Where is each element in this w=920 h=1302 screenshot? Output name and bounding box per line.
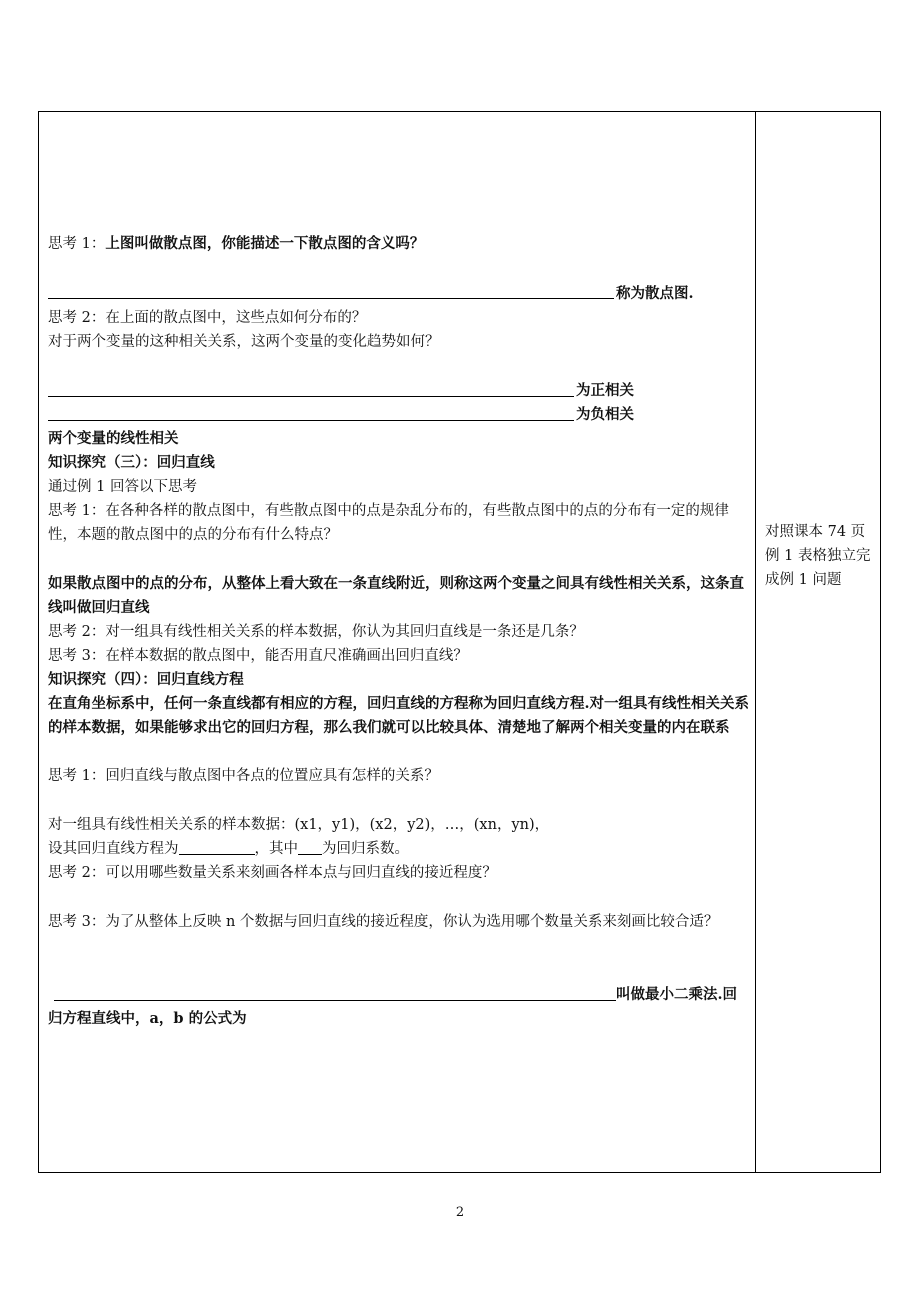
equation-blank: [179, 837, 255, 855]
think-1-scatter: 思考 1：上图叫做散点图，你能描述一下散点图的含义吗？: [48, 235, 425, 252]
positive-correlation-label: 为正相关: [576, 382, 634, 399]
blank-line: [48, 396, 574, 397]
think-2-count: 思考 2：对一组具有线性相关关系的样本数据，你认为其回归直线是一条还是几条？: [48, 624, 584, 640]
negative-correlation-label: 为负相关: [576, 406, 634, 423]
think-2-distribution: 思考 2：在上面的散点图中，这些点如何分布的？: [48, 310, 367, 326]
heading-explore-4: 知识探究（四）：回归直线方程: [48, 671, 244, 688]
think-1-pattern: 思考 1：在各种各样的散点图中，有些散点图中的点是杂乱分布的，有些散点图中的点的分布有一定的规律性，本题的散点图中的点的分布有什么特点？: [48, 503, 729, 543]
regression-line-definition: 如果散点图中的点的分布，从整体上看大致在一条直线附近，则称这两个变量之间具有线性相关关系，这条直线叫做回归直线: [48, 575, 744, 616]
blank-line: [54, 1000, 616, 1001]
blank-line: [48, 298, 614, 299]
blank-line: [48, 420, 574, 421]
least-squares-tail: 叫做最小二乘法.回: [616, 986, 738, 1003]
formula-intro: 归方程直线中，a，b 的公式为: [48, 1010, 247, 1027]
regression-equation-line: 设其回归直线方程为 ，其中 为回归系数。: [48, 837, 409, 861]
trend-question: 对于两个变量的这种相关关系，这两个变量的变化趋势如何？: [48, 334, 440, 350]
column-divider: [755, 111, 756, 1173]
sample-data-line: 对一组具有线性相关关系的样本数据：(x1，y1)，(x2，y2)，…，(xn，yn)，: [48, 817, 550, 833]
scatter-def-tail: 称为散点图.: [616, 285, 694, 302]
think-3-ruler: 思考 3：在样本数据的散点图中，能否用直尺准确画出回归直线？: [48, 648, 468, 664]
regression-equation-paragraph: 在直角坐标系中，任何一条直线都有相应的方程，回归直线的方程称为回归直线方程.对一组具有线性相关关系的样本数据，如果能够求出它的回归方程，那么我们就可以比较具体、清楚地了解两个相关变量的内在联系: [48, 695, 750, 736]
think-1-position: 思考 1：回归直线与散点图中各点的位置应具有怎样的关系？: [48, 768, 439, 784]
coefficient-blank: [298, 837, 322, 855]
heading-explore-3: 知识探究（三）：回归直线: [48, 454, 215, 471]
example-intro: 通过例 1 回答以下思考: [48, 479, 197, 495]
heading-linear-correlation: 两个变量的线性相关: [48, 430, 179, 447]
think-3-measure: 思考 3：为了从整体上反映 n 个数据与回归直线的接近程度，你认为选用哪个数量关系来刻画比较合适？: [48, 914, 719, 930]
think-2-measure: 思考 2：可以用哪些数量关系来刻画各样本点与回归直线的接近程度？: [48, 865, 497, 881]
page-number: 2: [455, 1205, 465, 1220]
side-note: 对照课本 74 页例 1 表格独立完成例 1 问题: [765, 524, 871, 588]
